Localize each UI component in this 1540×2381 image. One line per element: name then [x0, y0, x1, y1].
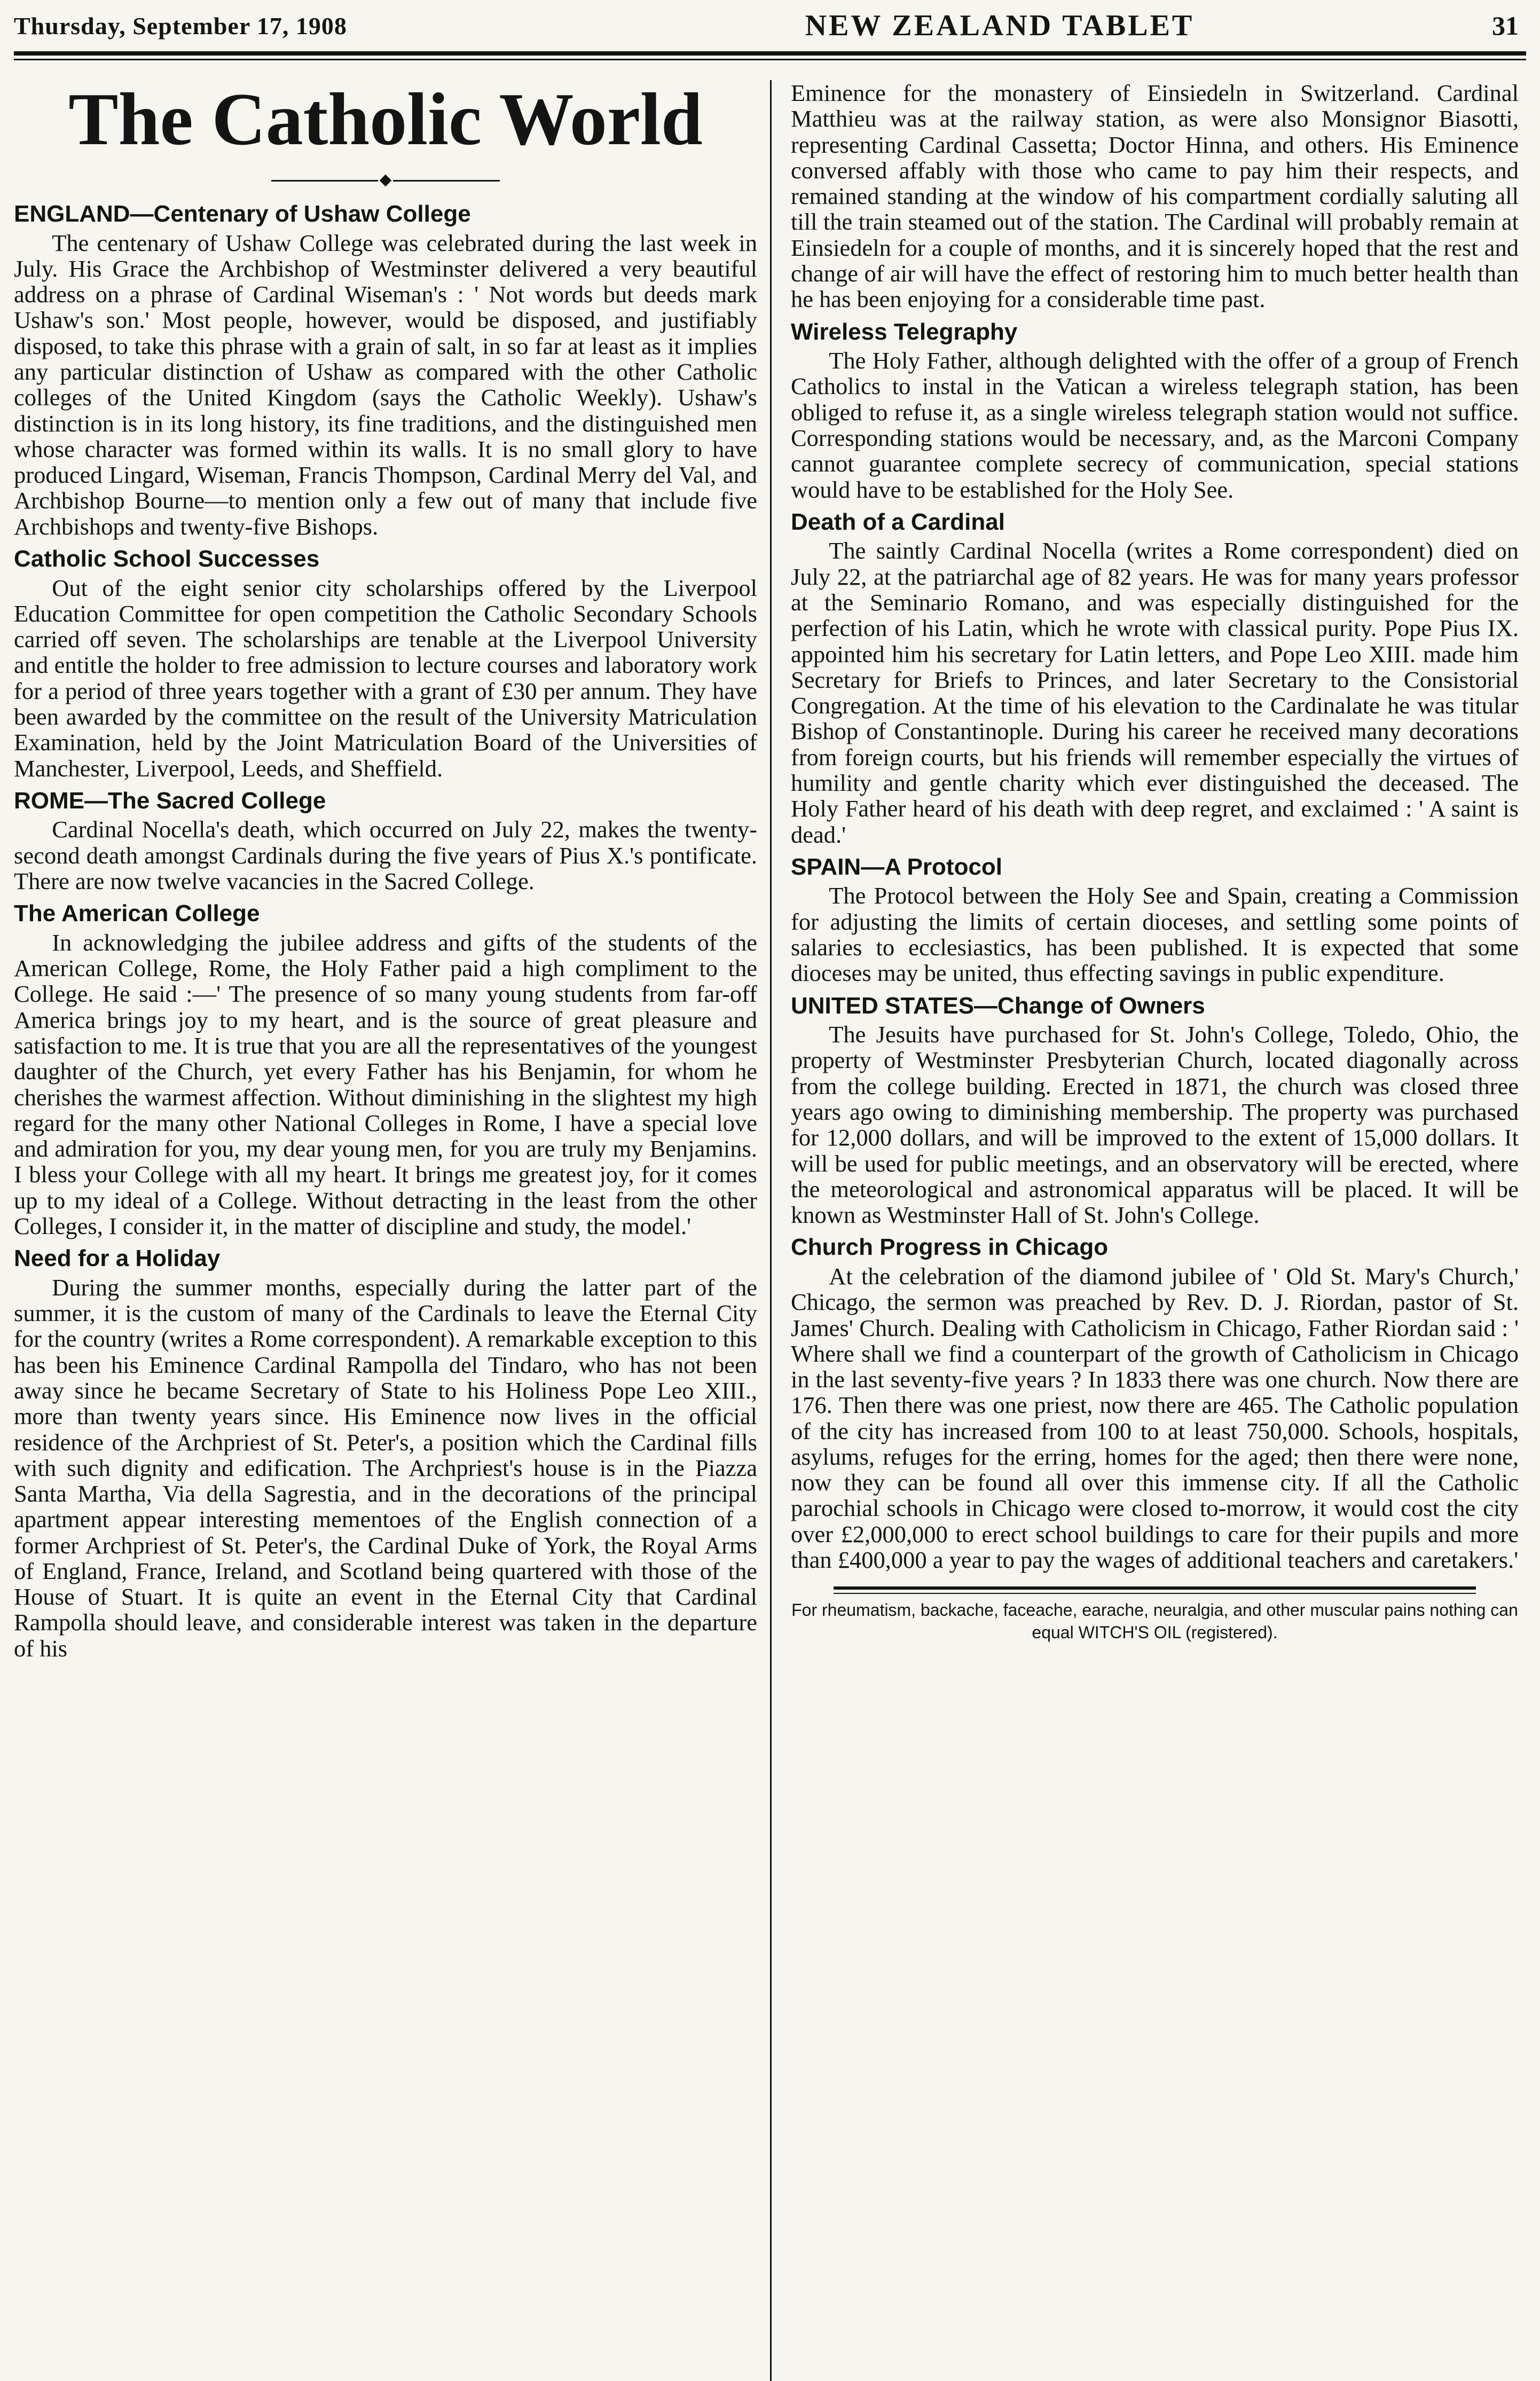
left-column [14, 80, 770, 2381]
continued-paragraph: Eminence for the monastery of Einsiedeln in Switzerland. Cardinal Matthieu was at the railway station, as were also Monsignor Biasotti, representing Cardinal Cassetta; Doctor Hinna, and others. His Eminence conversed affably with those who came to pay him their respects, and remained standing at the window of his compartment cordially saluting all till the train steamed out of the station. The Cardinal will probably remain at Einsiedeln for a couple of months, and it is sincerely hoped that the rest and change of air will have the effect of restoring him to much better health than he has been enjoying for a considerable time past. [791, 80, 1519, 313]
article-paragraph: The Protocol between the Holy See and Spain, creating a Commission for adjusting the limits of certain dioceses, and settling some points of salaries to ecclesiastics, has been published. It is expected that some dioceses may be united, thus effecting savings in public expenditure. [791, 882, 1519, 987]
article-paragraph: The Holy Father, although delighted with the offer of a group of French Catholics to instal in the Vatican a wireless telegraph station, has been obliged to refuse it, as a single wireless telegraph station would not suffice. Corresponding stations would be necessary, and, as the Marconi Company cannot guarantee complete secrecy of communication, special stations would have to be established for the Holy See. [791, 347, 1519, 503]
article-heading-united-states: UNITED STATES—Change of Owners [791, 992, 1205, 1019]
ornament-line [271, 180, 378, 182]
notice-rule-thin [834, 1593, 1476, 1594]
article-heading-school-successes: Catholic School Successes [14, 545, 320, 572]
article-heading-american-college: The American College [14, 900, 260, 927]
ornament-divider [14, 176, 757, 185]
ornament-diamond-icon [380, 175, 392, 187]
article-heading-death-cardinal: Death of a Cardinal [791, 508, 1005, 535]
article-heading-ushaw: ENGLAND—Centenary of Ushaw College [14, 201, 471, 227]
ornament-line [393, 180, 500, 182]
article-paragraph: The saintly Cardinal Nocella (writes a Rome correspondent) died on July 22, at the patriarchal age of 82 years. He was for many years professor at the Seminario Romano, and was especially distinguished for the perfection of his Latin, which he wrote with classical purity. Pope Pius IX. appointed him his secretary for Latin letters, and Pope Leo XIII. made him Secretary for Briefs to Princes, and later Secretary to the Consistorial Congregation. At the time of his elevation to the Cardinalate he was titular Bishop of Constantinople. During his career he received many decorations from foreign courts, but his friends will remember especially the virtues of humility and gentle charity which ever distinguished the deceased. The Holy Father heard of his death with deep regret, and exclaimed : ' A saint is dead.' [791, 537, 1519, 848]
article-paragraph: The Jesuits have purchased for St. John's College, Toledo, Ohio, the property of Westminster Presbyterian Church, located diagonally across from the college building. Erected in 1871, the church was closed three years ago owing to diminishing membership. The property was purchased for 12,000 dollars, and will be improved to the extent of 15,000 dollars. It will be used for public meetings, and an observatory will be erected, where the meteorological and astronomical apparatus will be placed. It will be known as Westminster Hall of St. John's College. [791, 1021, 1519, 1229]
article-paragraph: During the summer months, especially during the latter part of the summer, it is the custom of many of the Cardinals to leave the Eternal City for the country (writes a Rome correspondent). A remarkable exception to this has been his Eminence Cardinal Rampolla del Tindaro, who has not been away since he became Secretary of State to his Holiness Pope Leo XIII., more than twenty years since. His Eminence now lives in the official residence of the Archpriest of St. Peter's, a position which the Cardinal fills with such dignity and edification. The Archpriest's house is in the Piazza Santa Martha, Via della Sagrestia, and in the decorations of the principal apartment appear interesting mementoes of the English connection of a former Archpriest of St. Peter's, the Cardinal Duke of York, the Royal Arms of England, France, Ireland, and Scotland being quartered with those of the House of Stuart. It is quite an event in the Eternal City that Cardinal Rampolla should leave, and considerable interest was taken in the departure of his [14, 1274, 757, 1662]
article-heading-spain: SPAIN—A Protocol [791, 853, 1003, 880]
page-number: 31 [1491, 11, 1519, 41]
right-column [770, 80, 1526, 2381]
article-heading-sacred-college: ROME—The Sacred College [14, 787, 326, 814]
article-heading-chicago: Church Progress in Chicago [791, 1234, 1109, 1261]
article-paragraph: The centenary of Ushaw College was celebrated during the last week in July. His Grace the Archbishop of Westminster delivered a very beautiful address on a phrase of Cardinal Wiseman's : ' Not words but deeds mark Ushaw's son.' Most people, however, would be disposed, and justifiably disposed, to take this phrase with a grain of salt, in so far at least as it implies any particular distinction of Ushaw as compared with the other Catholic colleges of the United Kingdom (says the Catholic Weekly). Ushaw's distinction is in its long history, its fine traditions, and the distinguished men whose character was formed within its walls. It is no small glory to have produced Lingard, Wiseman, Francis Thompson, Cardinal Merry del Val, and Archbishop Bourne—to mention only a few out of many that include five Archbishops and twenty-five Bishops. [14, 229, 757, 540]
advertisement-notice: For rheumatism, backache, faceache, earache, neuralgia, and other muscular pains nothing can equal WITCH'S OIL (registered). [791, 1600, 1518, 1642]
article-paragraph: Cardinal Nocella's death, which occurred on July 22, makes the twenty-second death amongst Cardinals during the five years of Pius X.'s pontificate. There are now twelve vacancies in the Sacred College. [14, 816, 757, 894]
article-heading-wireless: Wireless Telegraphy [791, 318, 1018, 345]
article-paragraph: At the celebration of the diamond jubilee of ' Old St. Mary's Church,' Chicago, the sermon was preached by Rev. D. J. Riordan, pastor of St. James' Church. Dealing with Catholicism in Chicago, Father Riordan said : ' Where shall we find a counterpart of the growth of Catholicism in Chicago in the last seventy-five years ? In 1833 there was one church. Now there are 176. Then there was one priest, now there are 465. The Catholic population of the city has increased from 100 to at least 750,000. Schools, hospitals, asylums, refuges for the erring, homes for the aged; then there were none, now they can be found all over this immense city. If all the Catholic parochial schools in Chicago were closed to-morrow, it would cost the city over £2,000,000 to erect school buildings to care for their pupils and more than £400,000 a year to pay the wages of additional teachers and caretakers.' [791, 1262, 1519, 1574]
article-heading-holiday: Need for a Holiday [14, 1245, 221, 1272]
paper-name: NEW ZEALAND TABLET [805, 9, 1195, 42]
masthead-rule [14, 59, 1526, 60]
masthead [14, 0, 1526, 56]
article-paragraph: Out of the eight senior city scholarships offered by the Liverpool Education Committee for open competition the Catholic Secondary Schools carried off seven. The scholarships are tenable at the Liverpool University and entitle the holder to free admission to lecture courses and laboratory work for a period of three years together with a grant of £30 per annum. They have been awarded by the committee on the result of the University Matriculation Examination, held by the Joint Matriculation Board of the Universities of Manchester, Liverpool, Leeds, and Sheffield. [14, 574, 757, 782]
notice-rule [834, 1586, 1476, 1590]
section-title: The Catholic World [68, 80, 703, 161]
article-paragraph: In acknowledging the jubilee address and gifts of the students of the American College, Rome, the Holy Father paid a high compliment to the College. He said :—' The presence of so many young students from far-off America brings joy to my heart, and is the source of great pleasure and satisfaction to me. It is true that you are all the representatives of the youngest daughter of the Church, yet every Father has his Benjamin, for whom he cherishes the warmest affection. Without diminishing in the slightest my high regard for the many other National Colleges in Rome, I have a special love and admiration for you, my dear young men, for you are truly my Benjamins. I bless your College with all my heart. It brings me greatest joy, for it comes up to my ideal of a College. Without detracting in the least from the other Colleges, I consider it, in the matter of discipline and study, the model.' [14, 929, 757, 1239]
issue-date: Thursday, September 17, 1908 [14, 12, 347, 40]
article-columns [14, 80, 1526, 2381]
